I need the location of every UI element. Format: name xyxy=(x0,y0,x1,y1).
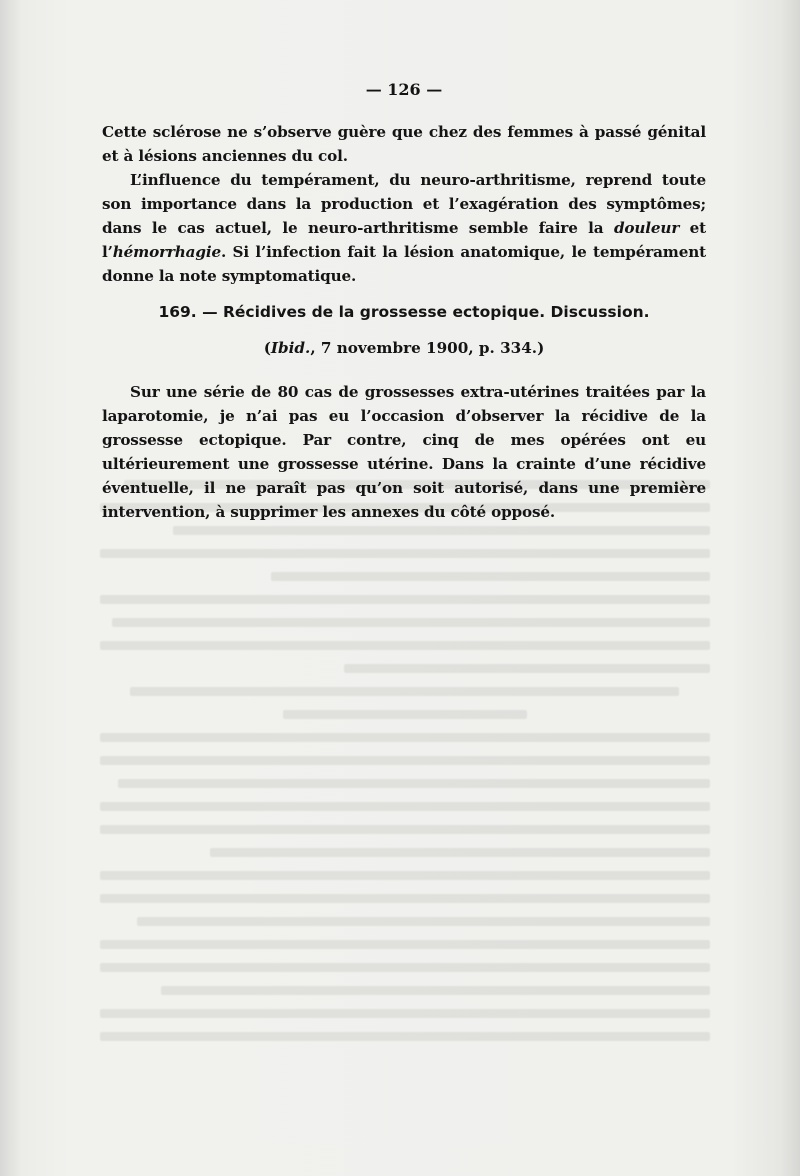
paragraph-temperament-text-2: et l’ xyxy=(102,219,706,261)
citation-ibid: Ibid. xyxy=(270,339,311,357)
italic-douleur: douleur xyxy=(613,219,680,237)
citation-open: ( xyxy=(263,339,271,357)
paragraph-discussion: Sur une série de 80 cas de grossesses extra-utérines traitées par la laparotomie, je n’ai pas eu l’occasion d’observer la récidive de la grossesse ectopique. Par contre, cinq de mes opérées ont eu ultérieurement une grossesse utérine. Dans la crainte d’une récidive éventuelle, il ne paraît pas qu’on soit autorisé, dans une première intervention, à supprimer les annexes du côté opposé. xyxy=(102,383,706,521)
paragraph-sclerose: Cette sclérose ne s’observe guère que chez des femmes à passé génital et à lésions anciennes du col. xyxy=(102,123,706,165)
paragraph-temperament xyxy=(102,168,706,288)
paragraph-temperament-text-1: L’influence du tempérament, du neuro-arthritisme, reprend toute son importance dans la production et l’exagération des symptômes; dans le cas actuel, le neuro-arthritisme semble faire la xyxy=(102,171,706,237)
page-content xyxy=(102,78,706,524)
show-through-texture xyxy=(100,480,710,1080)
page-number: — 126 — xyxy=(365,80,443,99)
citation xyxy=(102,336,706,360)
italic-hemorrhagie: hémorrhagie xyxy=(112,243,221,261)
section-title: 169. — Récidives de la grossesse ectopique. Discussion. xyxy=(158,303,650,321)
paragraph-temperament-text-3: . Si l’infection fait la lésion anatomique, le tempérament donne la note symptomatique. xyxy=(102,243,706,285)
citation-rest: , 7 novembre 1900, p. 334.) xyxy=(310,339,545,357)
